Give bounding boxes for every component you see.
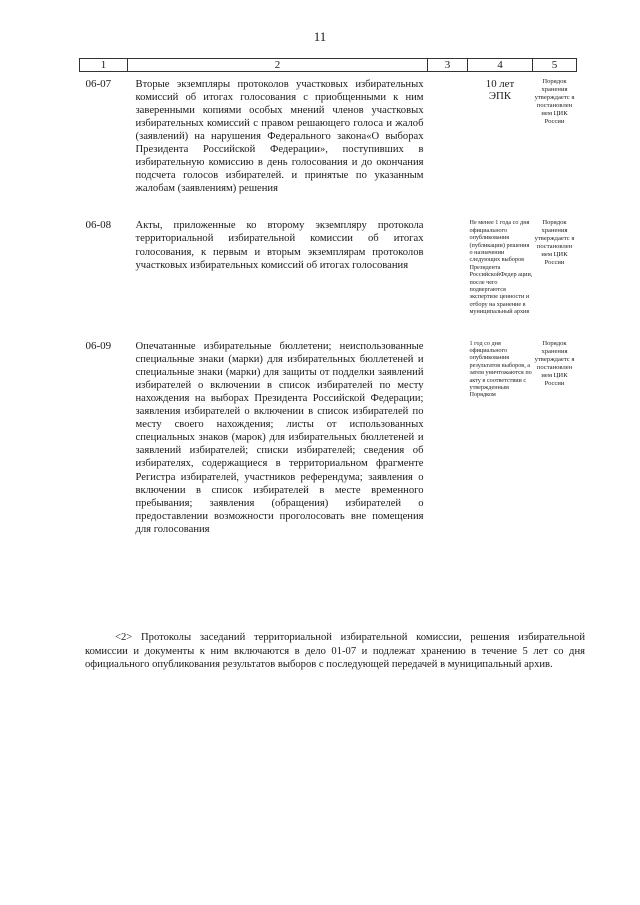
row-term-mark: ЭПК: [488, 89, 512, 102]
header-col-2: 2: [128, 59, 428, 72]
header-col-1: 1: [80, 59, 128, 72]
header-col-5: 5: [533, 59, 577, 72]
header-col-3: 3: [428, 59, 468, 72]
row-note: Порядок хранения утверждаетс я постановлен ием ЦИК России: [534, 339, 575, 387]
row-term-years: 10 лет: [485, 77, 515, 90]
table-row: [80, 340, 577, 536]
records-table: [79, 58, 577, 536]
row-col3: [428, 78, 468, 196]
row-term: 1 год со дня официального опубликования результатов выборов, а затем уничтожаются по акту в соответствии с утвержденным Порядком: [469, 339, 532, 399]
row-term: [468, 78, 533, 196]
table-header-row: [80, 59, 577, 72]
row-col3: [428, 219, 468, 315]
row-note: Порядок хранения утверждаетс я постановлен ием ЦИК России: [534, 77, 575, 125]
row-note: Порядок хранения утверждаетс я постановлен ием ЦИК России: [534, 219, 575, 267]
row-code: 06-09: [85, 339, 112, 352]
page-number: 11: [313, 29, 327, 44]
table-row: [80, 78, 577, 196]
row-term: Не менее 1 года со дня официального опубликования (публикации) решения о назначении следующих выборов Президента РоссийскойФедер ации, после чего подвергаются экспертизе ценности и отбору на хранение в муниципальный архив: [469, 219, 533, 316]
row-title: Акты, приложенные ко второму экземпляру протокола территориальной избирательной комиссии об итогах голосования, к первым и вторым экземплярам протоколов участковых избирательных комиссий об итогах голосования: [135, 220, 424, 271]
row-code: 06-08: [85, 219, 112, 232]
row-col3: [428, 340, 468, 536]
row-code: 06-07: [85, 77, 112, 90]
footnote: <2> Протоколы заседаний территориальной избирательной комиссии, решения избирательной комиссии и документы к ним включаются в дело 01-07 и подлежат хранению в течение 5 лет со дня официального опубликования результатов выборов с последующей передачей в муниципальный архив.: [85, 632, 585, 671]
row-title: Опечатанные избирательные бюллетени; неиспользованные специальные знаки (марки) для избирательных бюллетеней и специальные знаки (марки) для защиты от подделки заявлений избирателей о включении в список избирателей по месту нахождения на выборах Президента Российской Федерации; заявления избирателей о включении в список избирателей по месту своего нахождения; листы от использованных специальных знаков (марок) для избирательных бюллетеней и заявлений избирателей; списки избирателей; сведения об избирателях, содержащиеся в территориальном фрагменте Регистра избирателей, участников референдума; заявления о включении в список избирателей в месте временного пребывания; заявления (обращения) избирателей о предоставлении возможности проголосовать вне помещения для голосования: [135, 340, 424, 535]
table-row: [80, 219, 577, 315]
header-col-4: 4: [468, 59, 533, 72]
row-title: Вторые экземпляры протоколов участковых избирательных комиссий об итогах голосования с приобщенными к ним заверенными копиями особых мнений членов участковых избирательных комиссий с правом решающего голоса и жалоб (заявлений) на нарушения Федерального закона«О выборах Президента Российской Федерации», поступивших в избирательную комиссию в день голосования и до окончания подсчета голосов избирателей. и принятые по указанным жалобам (заявлениям) решения: [135, 78, 424, 195]
